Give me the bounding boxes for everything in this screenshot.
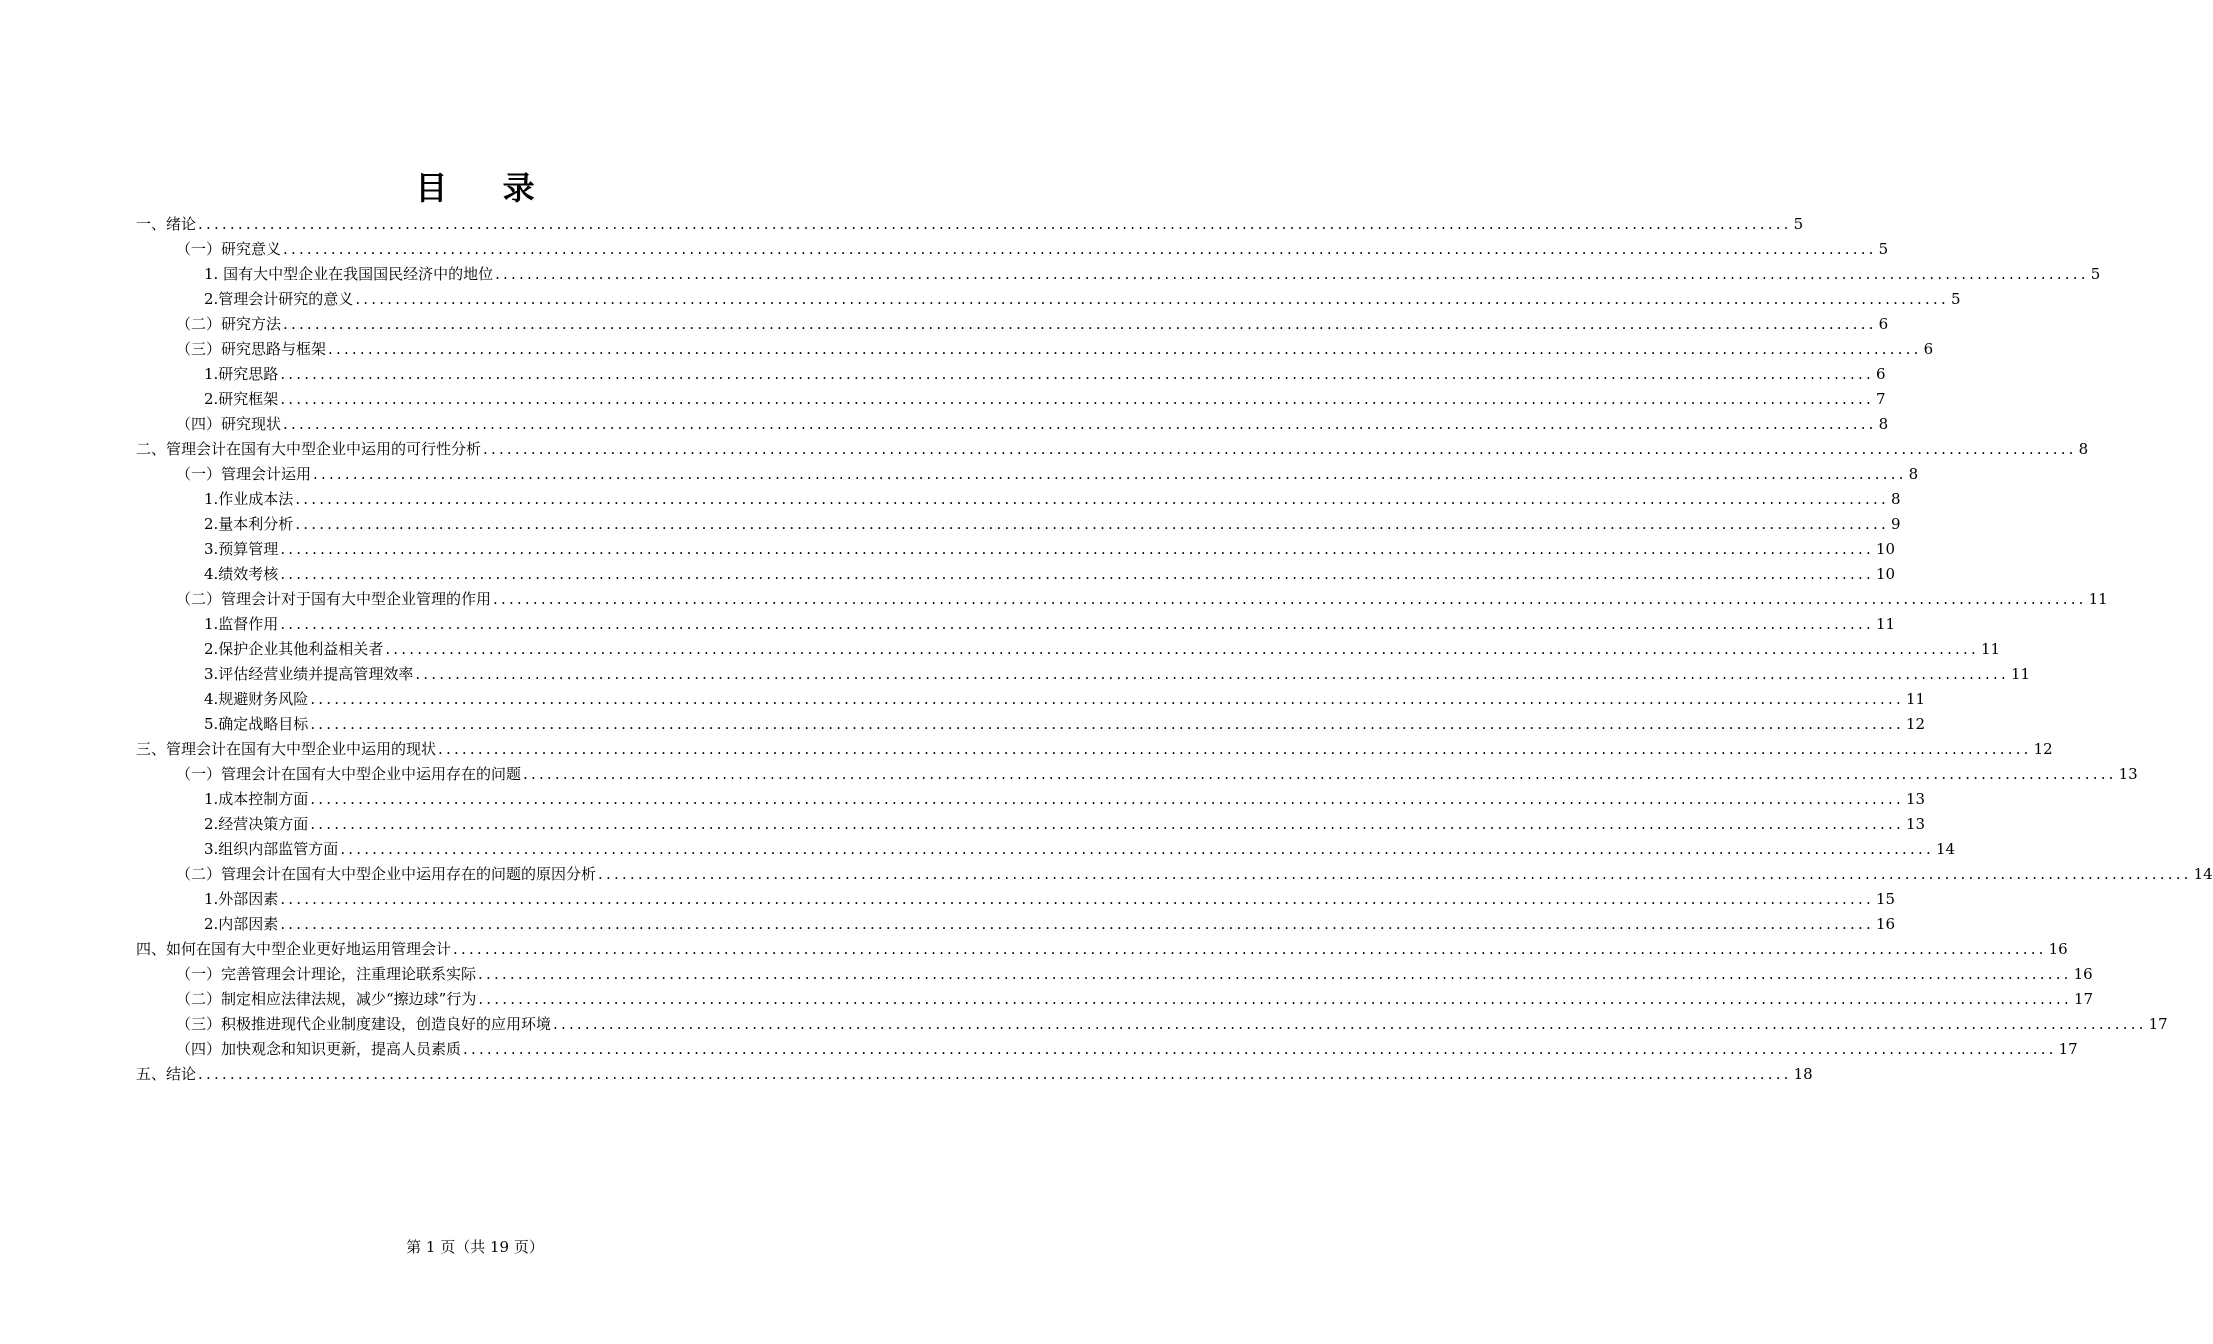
toc-entry[interactable] <box>136 962 2093 987</box>
toc-page-number: 8 <box>1890 490 1901 508</box>
toc-page-number: 7 <box>1875 390 1886 408</box>
toc-entry-title: 3.预算管理 <box>204 540 279 558</box>
toc-page-number: 16 <box>1875 915 1896 933</box>
toc-entry-title: （三）积极推进现代企业制度建设，创造良好的应用环境 <box>176 1015 552 1033</box>
toc-page-number: 11 <box>1905 690 1926 708</box>
toc-entry-title: （四）研究现状 <box>176 415 282 433</box>
toc-dot-leader: ........................................................................................................................................................................................................ <box>385 640 1979 658</box>
toc-dot-leader: ........................................................................................................................................................................................................ <box>198 215 1792 233</box>
toc-page-number: 17 <box>2073 990 2094 1008</box>
toc-dot-leader: ........................................................................................................................................................................................................ <box>283 415 1877 433</box>
toc-dot-leader: ........................................................................................................................................................................................................ <box>438 740 2032 758</box>
toc-entry-title: 1.监督作用 <box>204 615 279 633</box>
toc-entry-title: （三）研究思路与框架 <box>176 340 327 358</box>
toc-page-number: 5 <box>1950 290 1961 308</box>
page-footer: 第 1 页（共 19 页） <box>406 1238 544 1256</box>
page-title: 目 录 <box>415 169 557 207</box>
toc-page-number: 6 <box>1878 315 1889 333</box>
toc-dot-leader: ........................................................................................................................................................................................................ <box>310 815 1904 833</box>
toc-dot-leader: ........................................................................................................................................................................................................ <box>310 690 1904 708</box>
toc-entry[interactable] <box>136 787 1926 812</box>
toc-entry-title: 三、管理会计在国有大中型企业中运用的现状 <box>136 740 437 758</box>
toc-entry-title: 1. 国有大中型企业在我国国民经济中的地位 <box>204 265 494 283</box>
toc-entry[interactable] <box>136 662 2031 687</box>
toc-page-number: 15 <box>1875 890 1896 908</box>
toc-entry[interactable] <box>136 937 2068 962</box>
toc-entry[interactable] <box>136 412 1889 437</box>
toc-dot-leader: ........................................................................................................................................................................................................ <box>280 390 1874 408</box>
toc-dot-leader: ........................................................................................................................................................................................................ <box>493 590 2087 608</box>
toc-entry-title: 2.管理会计研究的意义 <box>204 290 354 308</box>
toc-entry[interactable] <box>136 287 1961 312</box>
toc-dot-leader: ........................................................................................................................................................................................................ <box>415 665 2009 683</box>
toc-entry-title: 1.作业成本法 <box>204 490 294 508</box>
toc-entry[interactable] <box>136 1037 2078 1062</box>
toc-entry[interactable] <box>136 862 2213 887</box>
toc-entry-title: （二）管理会计在国有大中型企业中运用存在的问题的原因分析 <box>176 865 597 883</box>
toc-entry-title: 四、如何在国有大中型企业更好地运用管理会计 <box>136 940 452 958</box>
toc-entry[interactable] <box>136 737 2053 762</box>
toc-entry-title: （二）研究方法 <box>176 315 282 333</box>
toc-entry-title: 2.内部因素 <box>204 915 279 933</box>
toc-entry-title: （一）管理会计在国有大中型企业中运用存在的问题 <box>176 765 522 783</box>
toc-entry[interactable] <box>136 987 2094 1012</box>
toc-dot-leader: ........................................................................................................................................................................................................ <box>553 1015 2147 1033</box>
toc-entry[interactable] <box>136 887 1896 912</box>
toc-entry[interactable] <box>136 512 1901 537</box>
toc-entry-title: （一）管理会计运用 <box>176 465 312 483</box>
toc-dot-leader: ........................................................................................................................................................................................................ <box>523 765 2117 783</box>
toc-dot-leader: ........................................................................................................................................................................................................ <box>310 715 1904 733</box>
toc-page-number: 5 <box>2090 265 2101 283</box>
toc-entry-title: （一）研究意义 <box>176 240 282 258</box>
toc-page-number: 6 <box>1923 340 1934 358</box>
toc-entry[interactable] <box>136 337 1934 362</box>
toc-dot-leader: ........................................................................................................................................................................................................ <box>340 840 1934 858</box>
toc-entry-title: 2.经营决策方面 <box>204 815 309 833</box>
toc-dot-leader: ........................................................................................................................................................................................................ <box>310 790 1904 808</box>
toc-dot-leader: ........................................................................................................................................................................................................ <box>495 265 2089 283</box>
toc-entry-title: （四）加快观念和知识更新，提高人员素质 <box>176 1040 462 1058</box>
toc-entry[interactable] <box>136 637 2001 662</box>
toc-entry[interactable] <box>136 312 1889 337</box>
toc-entry[interactable] <box>136 587 2108 612</box>
toc-page-number: 13 <box>2118 765 2138 783</box>
toc-dot-leader: ........................................................................................................................................................................................................ <box>295 515 1889 533</box>
toc-entry-title: 二、管理会计在国有大中型企业中运用的可行性分析 <box>136 440 482 458</box>
toc-entry[interactable] <box>136 762 2138 787</box>
toc-page-number: 5 <box>1793 215 1804 233</box>
toc-entry[interactable] <box>136 1062 1813 1087</box>
toc-page-number: 11 <box>2088 590 2108 608</box>
toc-dot-leader: ........................................................................................................................................................................................................ <box>483 440 2077 458</box>
toc-dot-leader: ........................................................................................................................................................................................................ <box>280 915 1874 933</box>
toc-entry[interactable] <box>136 837 1956 862</box>
toc-dot-leader: ........................................................................................................................................................................................................ <box>478 990 2072 1008</box>
toc-entry[interactable] <box>136 612 1896 637</box>
toc-dot-leader: ........................................................................................................................................................................................................ <box>283 240 1877 258</box>
toc-dot-leader: ........................................................................................................................................................................................................ <box>280 540 1874 558</box>
toc-entry[interactable] <box>136 1012 2168 1037</box>
toc-entry[interactable] <box>136 562 1896 587</box>
toc-entry-title: 3.组织内部监管方面 <box>204 840 339 858</box>
toc-entry-title: （一）完善管理会计理论，注重理论联系实际 <box>176 965 477 983</box>
table-of-contents <box>136 212 2213 1087</box>
toc-entry[interactable] <box>136 912 1896 937</box>
toc-entry-title: 5.确定战略目标 <box>204 715 309 733</box>
toc-entry[interactable] <box>136 437 2089 462</box>
toc-entry-title: 2.保护企业其他利益相关者 <box>204 640 384 658</box>
toc-page-number: 10 <box>1875 540 1896 558</box>
toc-entry-title: 2.研究框架 <box>204 390 279 408</box>
toc-page-number: 11 <box>1875 615 1896 633</box>
toc-entry[interactable] <box>136 487 1901 512</box>
toc-entry-title: 1.研究思路 <box>204 365 279 383</box>
toc-entry-title: 一、绪论 <box>136 215 197 233</box>
toc-dot-leader: ........................................................................................................................................................................................................ <box>280 890 1874 908</box>
toc-entry-title: 1.成本控制方面 <box>204 790 309 808</box>
toc-dot-leader: ........................................................................................................................................................................................................ <box>280 615 1874 633</box>
toc-page-number: 14 <box>1935 840 1956 858</box>
toc-entry[interactable] <box>136 262 2101 287</box>
toc-entry-title: 五、结论 <box>136 1065 197 1083</box>
toc-page-number: 12 <box>2033 740 2053 758</box>
toc-page-number: 17 <box>2148 1015 2168 1033</box>
toc-entry-title: 3.评估经营业绩并提高管理效率 <box>204 665 414 683</box>
toc-entry[interactable] <box>136 362 1886 387</box>
toc-entry[interactable] <box>136 537 1896 562</box>
toc-page-number: 11 <box>1980 640 2001 658</box>
toc-page-number: 9 <box>1890 515 1901 533</box>
toc-dot-leader: ........................................................................................................................................................................................................ <box>283 315 1877 333</box>
toc-entry[interactable] <box>136 237 1889 262</box>
toc-page-number: 5 <box>1878 240 1889 258</box>
toc-entry[interactable] <box>136 812 1926 837</box>
toc-entry-title: （二）管理会计对于国有大中型企业管理的作用 <box>176 590 492 608</box>
toc-page-number: 12 <box>1905 715 1926 733</box>
toc-dot-leader: ........................................................................................................................................................................................................ <box>280 565 1874 583</box>
toc-page-number: 8 <box>2078 440 2089 458</box>
toc-dot-leader: ........................................................................................................................................................................................................ <box>280 365 1874 383</box>
toc-page-number: 13 <box>1905 790 1926 808</box>
toc-entry[interactable] <box>136 712 1926 737</box>
toc-page-number: 13 <box>1905 815 1926 833</box>
toc-dot-leader: ........................................................................................................................................................................................................ <box>295 490 1889 508</box>
toc-page-number: 18 <box>1793 1065 1813 1083</box>
toc-dot-leader: ........................................................................................................................................................................................................ <box>355 290 1949 308</box>
toc-entry[interactable] <box>136 212 1804 237</box>
toc-page-number: 11 <box>2010 665 2031 683</box>
toc-entry-title: 4.绩效考核 <box>204 565 279 583</box>
toc-page-number: 16 <box>2048 940 2068 958</box>
toc-page-number: 8 <box>1878 415 1889 433</box>
toc-page-number: 17 <box>2058 1040 2078 1058</box>
toc-page-number: 10 <box>1875 565 1896 583</box>
toc-page-number: 6 <box>1875 365 1886 383</box>
toc-entry-title: 1.外部因素 <box>204 890 279 908</box>
toc-entry[interactable] <box>136 462 1919 487</box>
toc-dot-leader: ........................................................................................................................................................................................................ <box>478 965 2072 983</box>
toc-entry[interactable] <box>136 387 1886 412</box>
toc-dot-leader: ........................................................................................................................................................................................................ <box>598 865 2192 883</box>
toc-entry-title: 2.量本利分析 <box>204 515 294 533</box>
toc-dot-leader: ........................................................................................................................................................................................................ <box>328 340 1922 358</box>
toc-entry-title: 4.规避财务风险 <box>204 690 309 708</box>
toc-dot-leader: ........................................................................................................................................................................................................ <box>453 940 2047 958</box>
toc-page-number: 8 <box>1908 465 1919 483</box>
toc-page-number: 14 <box>2193 865 2213 883</box>
toc-dot-leader: ........................................................................................................................................................................................................ <box>313 465 1907 483</box>
toc-dot-leader: ........................................................................................................................................................................................................ <box>463 1040 2057 1058</box>
toc-dot-leader: ........................................................................................................................................................................................................ <box>198 1065 1792 1083</box>
toc-page-number: 16 <box>2073 965 2093 983</box>
toc-entry-title: （二）制定相应法律法规，减少“擦边球”行为 <box>176 990 477 1008</box>
toc-entry[interactable] <box>136 687 1926 712</box>
